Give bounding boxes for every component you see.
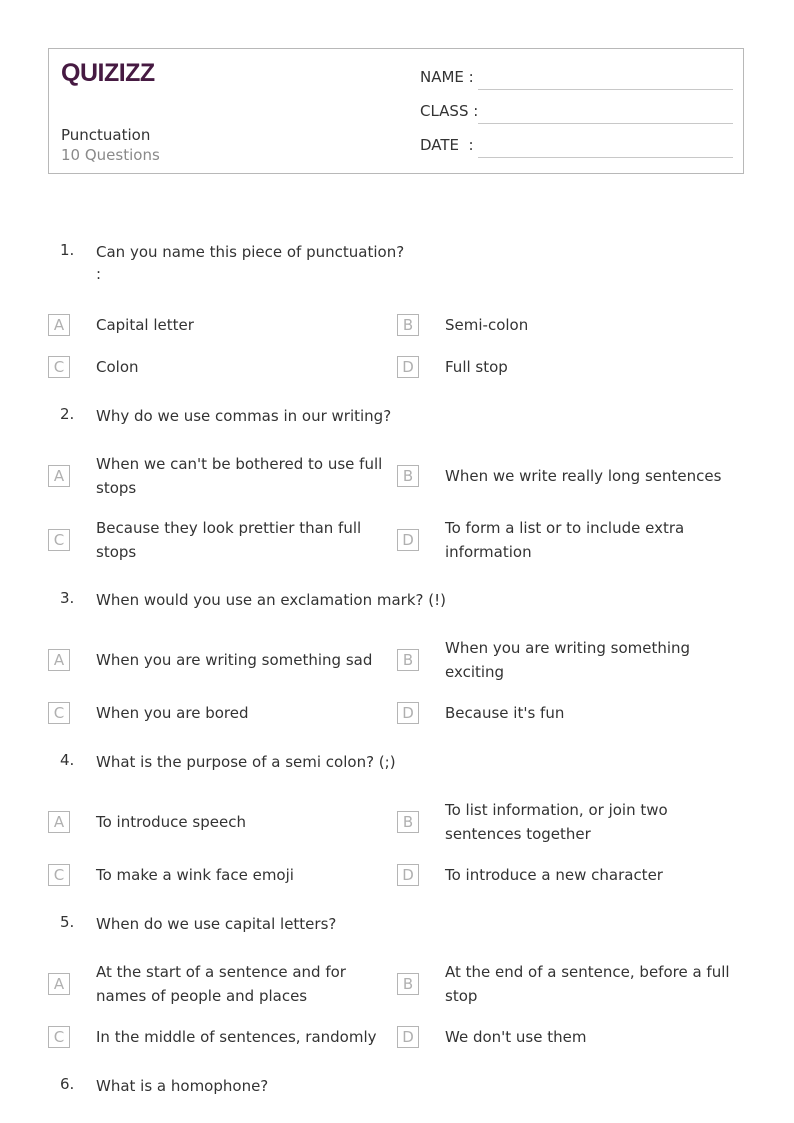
option-box-d[interactable]: D	[397, 864, 419, 886]
option-box-b[interactable]: B	[397, 811, 419, 833]
option-text: Colon	[96, 358, 139, 376]
option-box-b[interactable]: B	[397, 649, 419, 671]
question-number: 6.	[60, 1075, 75, 1093]
question-text: What is the purpose of a semi colon? (;)	[96, 753, 396, 771]
question-text: What is a homophone?	[96, 1077, 269, 1095]
option-text: Semi-colon	[445, 316, 529, 334]
option-text: Full stop	[445, 358, 508, 376]
option-box-a[interactable]: A	[48, 314, 70, 336]
question-count: 10 Questions	[61, 146, 160, 164]
class-line[interactable]	[478, 123, 733, 124]
option-text: Because they look prettier than full stops	[96, 519, 362, 561]
option-box-c[interactable]: C	[48, 1026, 70, 1048]
option-box-c[interactable]: C	[48, 864, 70, 886]
option-box-b[interactable]: B	[397, 465, 419, 487]
option-box-b[interactable]: B	[397, 973, 419, 995]
question-text: When do we use capital letters?	[96, 915, 337, 933]
option-text: When we can't be bothered to use full stops	[96, 455, 383, 497]
option-box-d[interactable]: D	[397, 1026, 419, 1048]
question-text: Why do we use commas in our writing?	[96, 407, 392, 425]
option-text: To list information, or join two sentences together	[445, 801, 668, 843]
option-box-a[interactable]: A	[48, 973, 70, 995]
question-punctuation-sample: :	[96, 265, 102, 283]
question-number: 5.	[60, 913, 75, 931]
option-text: When you are writing something sad	[96, 651, 373, 669]
option-box-a[interactable]: A	[48, 811, 70, 833]
question-number: 1.	[60, 241, 75, 259]
class-label: CLASS :	[420, 102, 479, 120]
date-line[interactable]	[478, 157, 733, 158]
option-text: When we write really long sentences	[445, 467, 722, 485]
worksheet-title: Punctuation	[61, 126, 151, 144]
option-text: When you are bored	[96, 704, 249, 722]
option-box-a[interactable]: A	[48, 465, 70, 487]
question-number: 4.	[60, 751, 75, 769]
option-box-b[interactable]: B	[397, 314, 419, 336]
option-box-d[interactable]: D	[397, 356, 419, 378]
option-box-c[interactable]: C	[48, 356, 70, 378]
date-label: DATE :	[420, 136, 474, 154]
quizizz-logo: QUIZIZZ	[61, 59, 155, 87]
option-box-c[interactable]: C	[48, 702, 70, 724]
question-number: 3.	[60, 589, 75, 607]
question-text: When would you use an exclamation mark? (!)	[96, 591, 446, 609]
option-text: To make a wink face emoji	[96, 866, 294, 884]
option-text: Capital letter	[96, 316, 194, 334]
option-text: At the start of a sentence and for names of people and places	[96, 963, 346, 1005]
option-text: At the end of a sentence, before a full stop	[445, 963, 730, 1005]
question-text: Can you name this piece of punctuation?	[96, 243, 405, 261]
option-box-a[interactable]: A	[48, 649, 70, 671]
option-text: To form a list or to include extra information	[445, 519, 685, 561]
worksheet-header	[48, 48, 744, 174]
option-text: Because it's fun	[445, 704, 565, 722]
option-box-c[interactable]: C	[48, 529, 70, 551]
option-text: To introduce speech	[96, 813, 246, 831]
option-box-d[interactable]: D	[397, 702, 419, 724]
option-text: We don't use them	[445, 1028, 587, 1046]
option-text: In the middle of sentences, randomly	[96, 1028, 377, 1046]
option-text: To introduce a new character	[445, 866, 663, 884]
option-box-d[interactable]: D	[397, 529, 419, 551]
question-number: 2.	[60, 405, 75, 423]
name-label: NAME :	[420, 68, 474, 86]
option-text: When you are writing something exciting	[445, 639, 691, 681]
name-line[interactable]	[478, 89, 733, 90]
